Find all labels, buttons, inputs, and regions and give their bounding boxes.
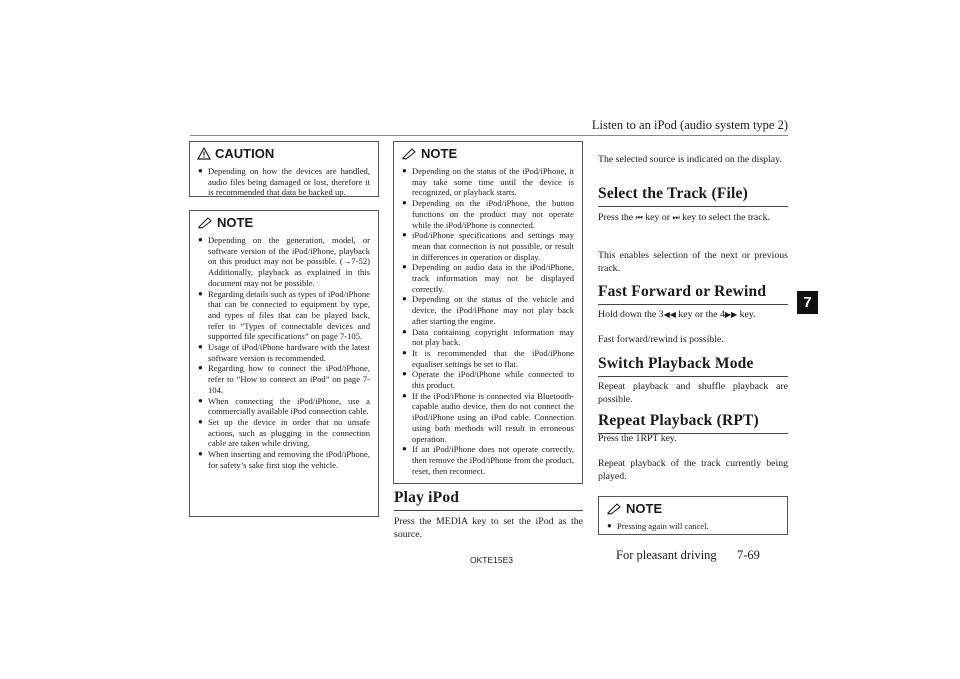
bullet-icon: ● [402,326,407,336]
list-item [198,289,370,343]
section-heading-play-ipod: Play iPod [394,489,583,511]
list-item [402,327,574,348]
switch-mode-text: Repeat playback and shuffle playback are possible. [598,381,788,405]
text-segment: key or [645,212,670,223]
bullet-icon: ● [198,363,203,373]
item-text: Pressing again will cancel. [617,521,709,531]
item-text: When connecting the iPod/iPhone, use a commercially available iPod connection cable. [208,395,370,417]
play-ipod-text: Press the MEDIA key to set the iPod as the source. [394,516,583,540]
footer-section: For pleasant driving [616,548,717,562]
item-text: Set up the device in order that no unsafe actions, such as plugging in the connection cable are taken while driving. [208,416,370,449]
bullet-icon: ● [402,262,407,272]
repeat-text-1: Press the 1RPT key. [598,433,677,444]
section-heading-fast-forward: Fast Forward or Rewind [598,283,788,305]
skip-forward-icon: ⏭ [672,213,680,222]
list-item [198,363,370,395]
note-title: NOTE [626,501,663,516]
list-item [607,521,779,532]
item-text: Depending on the iPod/iPhone, the button functions on the product may not operate while the iPod/iPhone is connected. [412,198,574,230]
item-text: If the iPod/iPhone is connected via Bluetooth- capable audio device, then do not connect the iPod/iPhone using an iPod cable. Connection using both methods will result in erroneous operation. [412,390,574,444]
note-list [402,166,574,476]
note-list [607,521,779,532]
caution-title-row [197,146,370,161]
note-title-row [197,215,370,230]
item-text: Depending on audio data in the iPod/iPhone, track information may not be displayed correctly. [412,262,574,294]
note-title-row [606,501,779,516]
document-code: OKTE15E3 [470,555,513,565]
chapter-tab: 7 [797,291,818,314]
note-box-3 [598,496,788,535]
list-item [402,348,574,369]
bullet-icon: ● [198,395,203,405]
text-segment: key or the 4 [678,309,725,320]
bullet-icon: ● [198,166,203,175]
bullet-icon: ● [402,166,407,175]
item-text: Depending on the status of the vehicle and device, the iPod/iPhone may not play back after starting the engine. [412,294,574,326]
item-text: Usage of iPod/iPhone hardware with the latest software version is recommended. [208,342,370,363]
item-text: Depending on how the devices are handled, audio files being damaged or lost, therefore it is recommended that data be backed up. [208,166,370,198]
text-segment: Hold down the 3 [598,309,664,320]
selected-source-text: The selected source is indicated on the display. [598,154,782,165]
bullet-icon: ● [402,230,407,240]
section-heading-switch-mode: Switch Playback Mode [598,355,788,377]
running-header: Listen to an iPod (audio system type 2) [591,118,788,132]
header-rule [190,135,788,136]
text-segment: key. [739,309,756,320]
note-title-row [401,146,574,161]
page-number: 7-69 [736,548,760,562]
list-item [198,449,370,470]
bullet-icon: ● [198,288,203,298]
warning-triangle-icon [197,147,211,160]
bullet-icon: ● [198,416,203,426]
list-item [402,294,574,326]
item-text: It is recommended that the iPod/iPhone equaliser settings be set to flat. [412,347,574,369]
list-item [402,198,574,230]
note-box-2 [393,141,583,484]
list-item [198,166,370,198]
text-segment: key to select the track. [682,212,770,223]
page-footer [616,548,760,563]
bullet-icon: ● [402,294,407,304]
bullet-icon: ● [402,444,407,454]
bullet-icon: ● [402,347,407,357]
skip-back-icon: ⏮ [635,213,643,222]
note-pencil-icon [606,503,622,515]
note-pencil-icon [401,148,417,160]
text-segment: Press the [598,212,634,223]
section-heading-select-track: Select the Track (File) [598,185,788,207]
bullet-icon: ● [402,390,407,400]
item-text: If an iPod/iPhone does not operate correctly, then remove the iPod/iPhone from the product, reset, then reconnect. [412,444,574,476]
note-box-1 [189,210,379,517]
list-item [198,417,370,449]
caution-title: CAUTION [215,146,275,161]
fast-forward-icon: ▶▶ [724,310,738,319]
item-text: Depending on the status of the iPod/iPhone, it may take some time until the device is recognized, or playback starts. [412,166,574,198]
note-list [198,235,370,470]
repeat-text-2: Repeat playback of the track currently being played. [598,458,788,482]
note-title: NOTE [217,215,254,230]
list-item [402,444,574,476]
note-pencil-icon [197,217,213,229]
bullet-icon: ● [402,198,407,208]
section-heading-repeat: Repeat Playback (RPT) [598,412,788,434]
note-title: NOTE [421,146,458,161]
list-item [198,396,370,417]
rewind-icon: ◀◀ [663,310,676,319]
bullet-icon: ● [402,369,407,379]
select-track-text-1 [598,212,788,225]
list-item [198,235,370,289]
item-text: Regarding details such as types of iPod/iPhone that can be connected to equipment by type, and types of files that can be played back, refer to “Types of connectable devices and supported file specifications” on page 7-105. [208,288,370,342]
item-text: When inserting and removing the iPod/iPhone, for safety’s sake first stop the vehicle. [208,449,370,470]
list-item [402,230,574,262]
caution-box [189,141,379,197]
list-item [402,391,574,445]
list-item [198,342,370,363]
item-text: Data containing copyright information may not play back. [412,326,574,348]
select-track-text-2: This enables selection of the next or previous track. [598,250,788,274]
item-text: iPod/iPhone specifications and settings may mean that connection is not possible, or result in differences in operation or display. [412,230,574,262]
bullet-icon: ● [198,449,203,459]
list-item [402,166,574,198]
bullet-icon: ● [607,521,612,530]
list-item [402,262,574,294]
fast-forward-text-1 [598,309,788,322]
list-item [402,369,574,390]
item-text: Depending on the generation, model, or software version of the iPod/iPhone, playback on this product may not be possible. (→7-52) Additionally, playback as explained in this document may not be possible. [208,235,370,288]
bullet-icon: ● [198,342,203,352]
fast-forward-text-2: Fast forward/rewind is possible. [598,334,724,345]
bullet-icon: ● [198,235,203,244]
caution-list [198,166,370,198]
item-text: Operate the iPod/iPhone while connected to this product. [412,369,574,391]
item-text: Regarding how to connect the iPod/iPhone, refer to “How to connect an iPod” on page 7-104. [208,363,370,395]
